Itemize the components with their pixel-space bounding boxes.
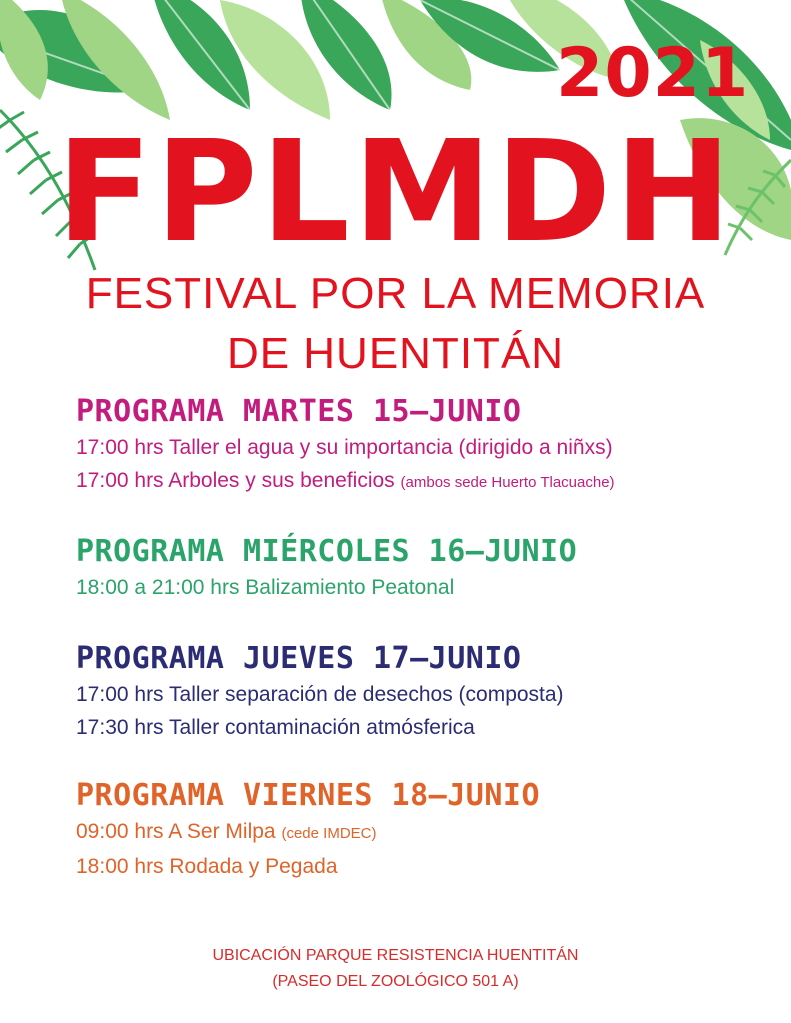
program-martes	[76, 393, 776, 499]
location-line1: UBICACIÓN PARQUE RESISTENCIA HUENTITÁN	[212, 947, 579, 964]
festival-title-line2: DE HUENTITÁN	[226, 329, 565, 378]
program-line	[76, 815, 776, 850]
program-line-note: (ambos sede Huerto Tlacuache)	[400, 474, 615, 491]
program-line-text: 18:00 a 21:00 hrs Balizamiento Peatonal	[76, 576, 455, 599]
program-line-text: 17:00 hrs Taller separación de desechos (composta)	[76, 683, 564, 706]
program-line	[76, 678, 776, 711]
festival-acronym: FPLMDH	[56, 111, 735, 274]
program-viernes	[76, 777, 776, 883]
program-heading: PROGRAMA MARTES 15–JUNIO	[76, 394, 522, 429]
program-line-text: 09:00 hrs A Ser Milpa	[76, 820, 276, 843]
year-label: 2021	[556, 34, 750, 113]
program-line	[76, 711, 776, 744]
program-miercoles	[76, 533, 776, 604]
program-jueves	[76, 640, 776, 744]
festival-title-line1: FESTIVAL POR LA MEMORIA	[85, 269, 706, 318]
program-line-text: 18:00 hrs Rodada y Pegada	[76, 855, 338, 878]
program-line	[76, 850, 776, 883]
program-line	[76, 431, 776, 464]
leaf-cluster-left-icon	[0, 0, 330, 120]
program-line	[76, 571, 776, 604]
program-line	[76, 464, 776, 499]
program-heading: PROGRAMA JUEVES 17–JUNIO	[76, 641, 522, 676]
location-line2: (PASEO DEL ZOOLÓGICO 501 A)	[272, 973, 519, 990]
program-heading: PROGRAMA VIERNES 18–JUNIO	[76, 778, 541, 813]
program-line-text: 17:00 hrs Arboles y sus beneficios	[76, 469, 395, 492]
program-line-note: (cede IMDEC)	[281, 825, 377, 842]
program-line-text: 17:30 hrs Taller contaminación atmósferica	[76, 716, 475, 739]
program-heading: PROGRAMA MIÉRCOLES 16–JUNIO	[76, 534, 578, 569]
program-line-text: 17:00 hrs Taller el agua y su importancia (dirigido a niñxs)	[76, 436, 613, 459]
